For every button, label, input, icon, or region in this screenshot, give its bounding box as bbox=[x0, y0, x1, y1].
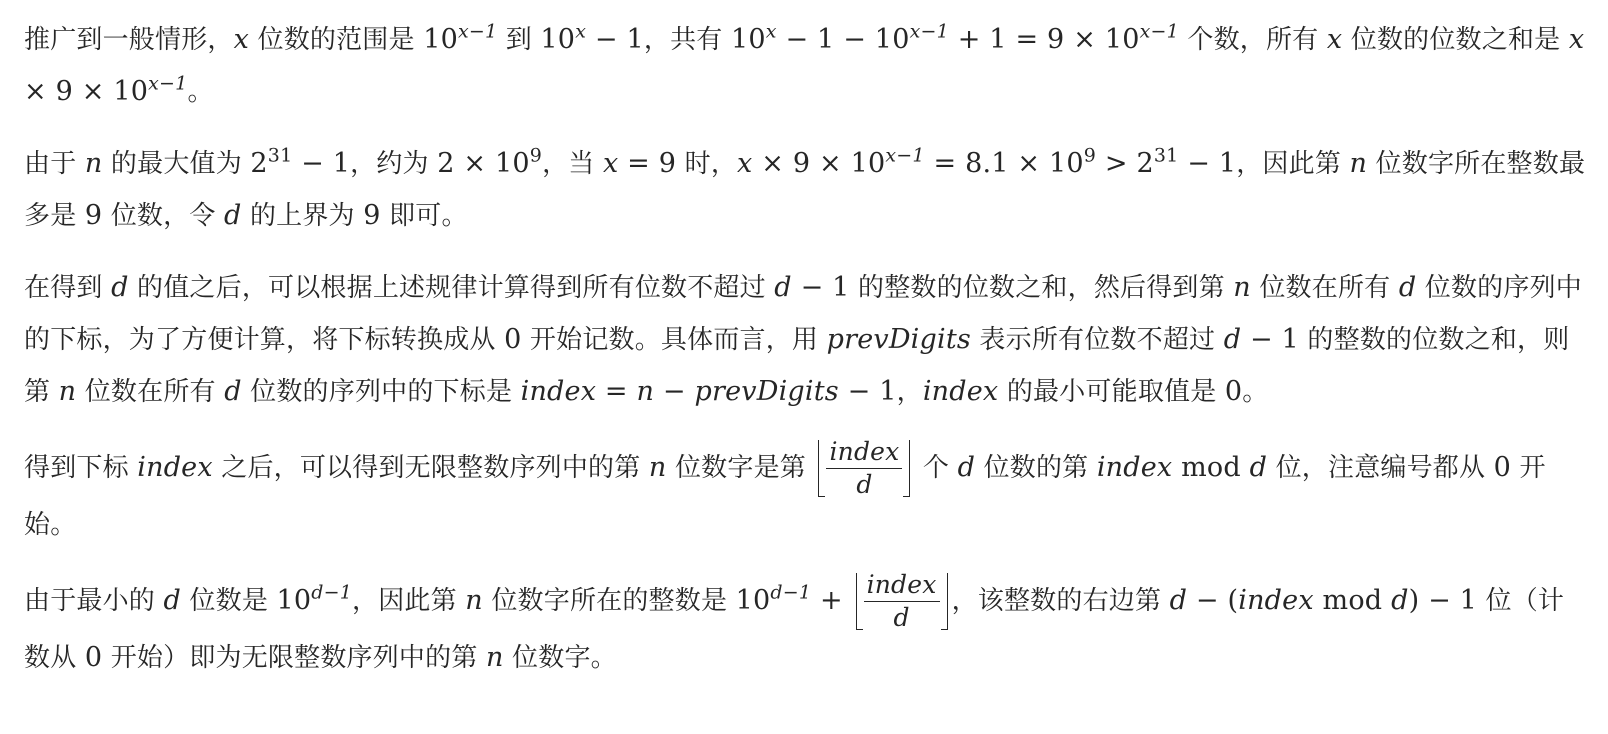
text: 的最大值为 bbox=[102, 149, 251, 179]
paragraph-index-calc bbox=[24, 262, 1590, 418]
text: 。 bbox=[187, 77, 214, 107]
math-var: prevDigits bbox=[826, 324, 971, 355]
article-content bbox=[24, 14, 1590, 704]
math-expr: index = n − prevDigits − 1 bbox=[520, 376, 897, 407]
text: ，当 bbox=[542, 149, 603, 179]
text: 时， bbox=[676, 149, 738, 179]
text: 位（计数从 bbox=[24, 586, 1565, 673]
paragraph-upper-bound bbox=[24, 138, 1590, 242]
math-var: n bbox=[465, 585, 483, 616]
fraction-numerator: index bbox=[826, 438, 902, 469]
text: 表示所有位数不超过 bbox=[970, 325, 1224, 355]
text: 位数在所有 bbox=[1250, 273, 1399, 303]
math-expr: $10^{d-1}$ bbox=[276, 581, 353, 616]
text: 开始记数。具体而言，用 bbox=[521, 325, 827, 355]
text: ，共有 bbox=[643, 25, 731, 55]
text: 位数字。 bbox=[503, 643, 617, 673]
math-var: d bbox=[224, 376, 242, 407]
math-num: 0 bbox=[1224, 376, 1243, 407]
text: 位数字所在整数最多是 bbox=[24, 149, 1586, 231]
text: 在得到 bbox=[24, 273, 112, 303]
text: 位数的序列中的下标是 bbox=[241, 377, 521, 407]
text: 的值之后，可以根据上述规律计算得到所有位数不超过 bbox=[128, 273, 775, 303]
text: 。 bbox=[1242, 377, 1269, 407]
math-var: n bbox=[84, 148, 103, 179]
text: 位数的范围是 bbox=[249, 25, 424, 55]
math-expr: $10^x - 1$ bbox=[540, 20, 644, 55]
math-var: d bbox=[957, 452, 976, 483]
math-num: 0 bbox=[1493, 452, 1512, 483]
text: 位数是 bbox=[180, 586, 277, 616]
text: 个数，所有 bbox=[1178, 25, 1327, 55]
math-num: 0 bbox=[504, 324, 522, 355]
text: 推广到一般情形， bbox=[24, 25, 234, 55]
text: 的最小可能取值是 bbox=[998, 377, 1225, 407]
floor-fraction bbox=[856, 571, 948, 632]
text: 由于最小的 bbox=[24, 586, 164, 616]
math-expr: $x \times 9 \times 10^{x-1}$ bbox=[24, 24, 1585, 107]
text: 位数的位数之和是 bbox=[1342, 25, 1569, 55]
math-var: n bbox=[486, 642, 504, 673]
math-var: n bbox=[648, 452, 667, 483]
floor-fraction bbox=[818, 438, 910, 499]
text: 之后，可以得到无限整数序列中的第 bbox=[212, 453, 649, 483]
math-var: n bbox=[1233, 272, 1251, 303]
math-var: d bbox=[224, 200, 242, 231]
text: 位数字所在的整数是 bbox=[482, 586, 736, 616]
text: 个 bbox=[914, 453, 958, 483]
text: 的整数的位数之和，然后得到第 bbox=[849, 273, 1234, 303]
fraction-denominator: d bbox=[856, 470, 873, 499]
math-expr: $2^{31} - 1$ bbox=[250, 144, 351, 179]
text: ，约为 bbox=[350, 149, 438, 179]
text: 位数字是第 bbox=[666, 453, 815, 483]
text: 的整数的位数之和，则第 bbox=[24, 325, 1570, 407]
math-expr: $10^{x-1}$ bbox=[423, 20, 498, 55]
text: 开始）即为无限整数序列中的第 bbox=[102, 643, 486, 673]
text: 即可。 bbox=[380, 201, 468, 231]
fraction-denominator: d bbox=[893, 603, 910, 632]
paragraph-final-digit bbox=[24, 571, 1590, 684]
math-var: index bbox=[137, 452, 213, 483]
text: 由于 bbox=[24, 149, 85, 179]
text: 到 bbox=[497, 25, 541, 55]
text: 开始。 bbox=[24, 453, 1546, 540]
text: ， bbox=[896, 377, 923, 407]
math-expr: $10^{d-1}$ + bbox=[735, 581, 852, 616]
text: 位，注意编号都从 bbox=[1267, 453, 1494, 483]
text: 位数，令 bbox=[102, 201, 224, 231]
paragraph-digit-position bbox=[24, 438, 1590, 551]
math-expr: d − (index mod d) − 1 bbox=[1169, 585, 1478, 616]
math-expr: index mod d bbox=[1096, 452, 1268, 483]
math-var: x bbox=[1326, 24, 1343, 55]
math-expr: d − 1 bbox=[774, 272, 850, 303]
math-expr: $2 \times 10^9$ bbox=[437, 144, 543, 179]
paragraph-general-case bbox=[24, 14, 1590, 118]
math-expr: x = 9 bbox=[602, 148, 677, 179]
math-var: d bbox=[163, 585, 181, 616]
math-num: 9 bbox=[363, 200, 381, 231]
text: 位数的序列中的下标，为了方便计算，将下标转换成从 bbox=[24, 273, 1582, 355]
text: ，因此第 bbox=[352, 586, 466, 616]
math-var: n bbox=[58, 376, 77, 407]
math-expr: $x \times 9 \times 10^{x-1} = 8.1 \times 10^9 > 2^{31} - 1$ bbox=[737, 144, 1237, 179]
fraction-numerator: index bbox=[864, 571, 940, 602]
math-var: d bbox=[111, 272, 129, 303]
math-var: n bbox=[1349, 148, 1368, 179]
text: ，因此第 bbox=[1236, 149, 1350, 179]
text: 得到下标 bbox=[24, 453, 138, 483]
text: 位数的第 bbox=[975, 453, 1097, 483]
text: 位数在所有 bbox=[76, 377, 225, 407]
math-var: x bbox=[233, 24, 250, 55]
math-num: 9 bbox=[84, 200, 103, 231]
text: ，该整数的右边第 bbox=[951, 586, 1170, 616]
math-num: 0 bbox=[84, 642, 103, 673]
math-expr: d − 1 bbox=[1223, 324, 1299, 355]
math-expr: $10^x - 1 - 10^{x-1} + 1 = 9 \times 10^{x-1}$ bbox=[730, 20, 1179, 55]
math-var: index bbox=[922, 376, 999, 407]
text: 的上界为 bbox=[241, 201, 364, 231]
math-var: d bbox=[1398, 272, 1417, 303]
